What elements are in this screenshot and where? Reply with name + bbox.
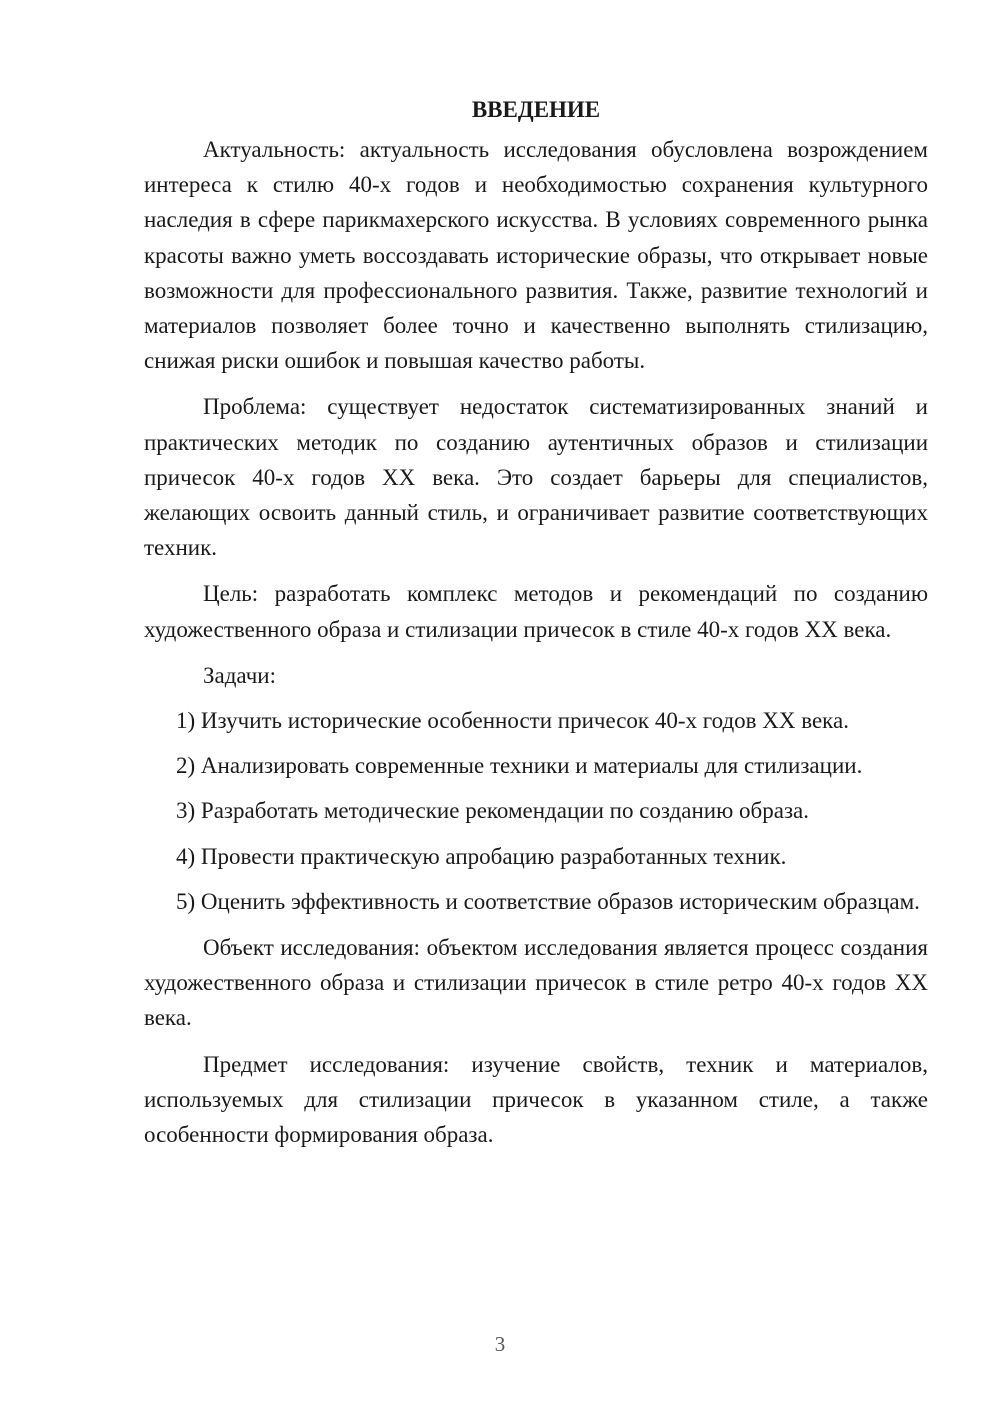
paragraph-problem: Проблема: существует недостаток систематизированных знаний и практических методик по созданию аутентичных образов и стилизации причесок 40-х годов XX века. Это создает барьеры для специалистов, желающих освоить данный стиль, и ограничивает развитие соответствующих техник. (144, 394, 928, 561)
task-item-2: 2) Анализировать современные техники и материалы для стилизации. (176, 753, 863, 779)
page-number: 3 (494, 1332, 506, 1356)
paragraph-goal: Цель: разработать комплекс методов и рекомендаций по созданию художественного образа и стилизации причесок в стиле 40-х годов XX века. (144, 581, 928, 642)
task-item-5: 5) Оценить эффективность и соответствие образов историческим образцам. (176, 888, 920, 914)
task-item-3: 3) Разработать методические рекомендации по созданию образа. (176, 798, 809, 824)
task-item-4: 4) Провести практическую апробацию разработанных техник. (176, 843, 787, 869)
paragraph-relevance: Актуальность: актуальность исследования обусловлена возрождением интереса к стилю 40-х годов и необходимостью сохранения культурного наследия в сфере парикмахерского искусства. В условиях современного рынка красоты важно уметь воссоздавать исторические образы, что открывает новые возможности для профессионального развития. Также, развитие технологий и материалов позволяет более точно и качественно выполнять стилизацию, снижая риски ошибок и повышая качество работы. (144, 137, 928, 374)
paragraph-object: Объект исследования: объектом исследования является процесс создания художественного образа и стилизации причесок в стиле ретро 40-х годов XX века. (144, 935, 928, 1031)
task-item-1: 1) Изучить исторические особенности причесок 40-х годов XX века. (176, 708, 849, 734)
paragraph-subject: Предмет исследования: изучение свойств, техник и материалов, используемых для стилизации причесок в указанном стиле, а также особенности формирования образа. (144, 1051, 928, 1148)
tasks-heading: Задачи: (203, 662, 276, 688)
section-title: ВВЕДЕНИЕ (471, 97, 601, 122)
document-page (144, 92, 928, 1163)
